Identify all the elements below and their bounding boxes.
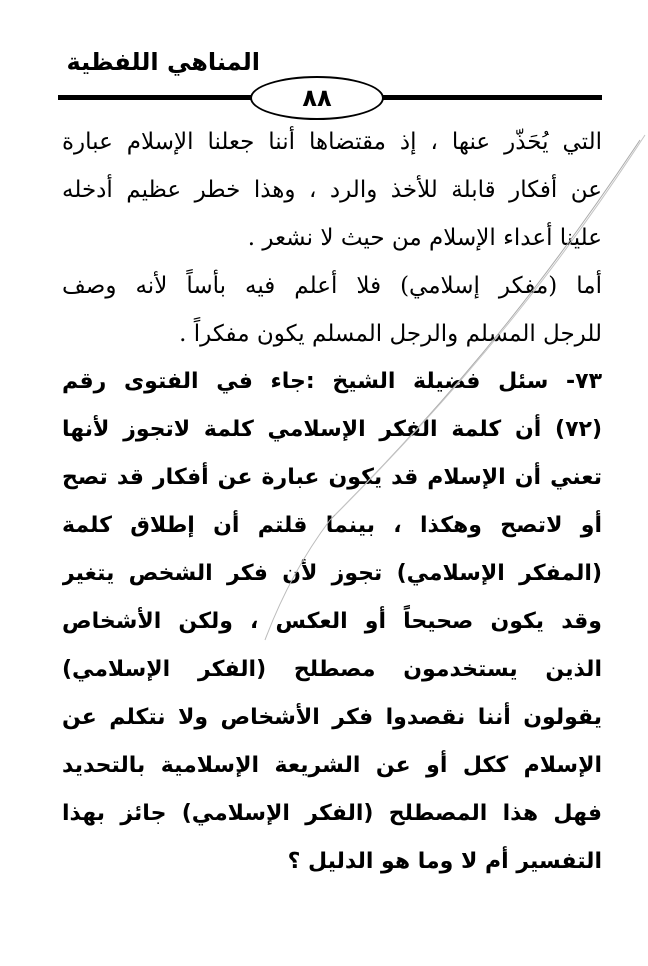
text-line: فهل هذا المصطلح (الفكر الإسلامي) جائز بهذا xyxy=(62,801,602,826)
text-line: (المفكر الإسلامي) تجوز لأن فكر الشخص يتغير xyxy=(62,561,602,586)
text-line: التي يُحَذّر عنها ، إذ مقتضاها أننا جعلنا الإسلام عبارة xyxy=(62,129,602,155)
text-line: تعني أن الإسلام قد يكون عبارة عن أفكار قد تصح xyxy=(62,465,602,490)
text-line: أما (مفكر إسلامي) فلا أعلم فيه بأساً لأنه وصف xyxy=(62,273,602,299)
text-line: وقد يكون صحيحاً أو العكس ، ولكن الأشخاص xyxy=(62,609,602,634)
text-line: أو لاتصح وهكذا ، بينما قلتم أن إطلاق كلمة xyxy=(62,513,602,538)
running-header-title: المناهي اللفظية xyxy=(66,48,260,76)
text-line: علينا أعداء الإسلام من حيث لا نشعر . xyxy=(247,225,602,251)
text-line: ٧٣- سئل فضيلة الشيخ :جاء في الفتوى رقم xyxy=(62,369,602,394)
text-line: التفسير أم لا وما هو الدليل ؟ xyxy=(287,849,602,874)
text-line: يقولون أننا نقصدوا فكر الأشخاص ولا نتكلم عن xyxy=(62,705,602,730)
text-line: الإسلام ككل أو عن الشريعة الإسلامية بالتحديد xyxy=(62,753,602,778)
text-line: للرجل المسلم والرجل المسلم يكون مفكراً . xyxy=(179,321,602,347)
body-text xyxy=(62,118,602,886)
page-number: ٨٨ xyxy=(250,76,384,120)
text-line: (٧٢) أن كلمة الفكر الإسلامي كلمة لاتجوز لأنها xyxy=(62,417,602,442)
text-line: عن أفكار قابلة للأخذ والرد ، وهذا خطر عظيم أدخله xyxy=(62,177,602,203)
text-line: الذين يستخدمون مصطلح (الفكر الإسلامي) xyxy=(62,657,602,682)
